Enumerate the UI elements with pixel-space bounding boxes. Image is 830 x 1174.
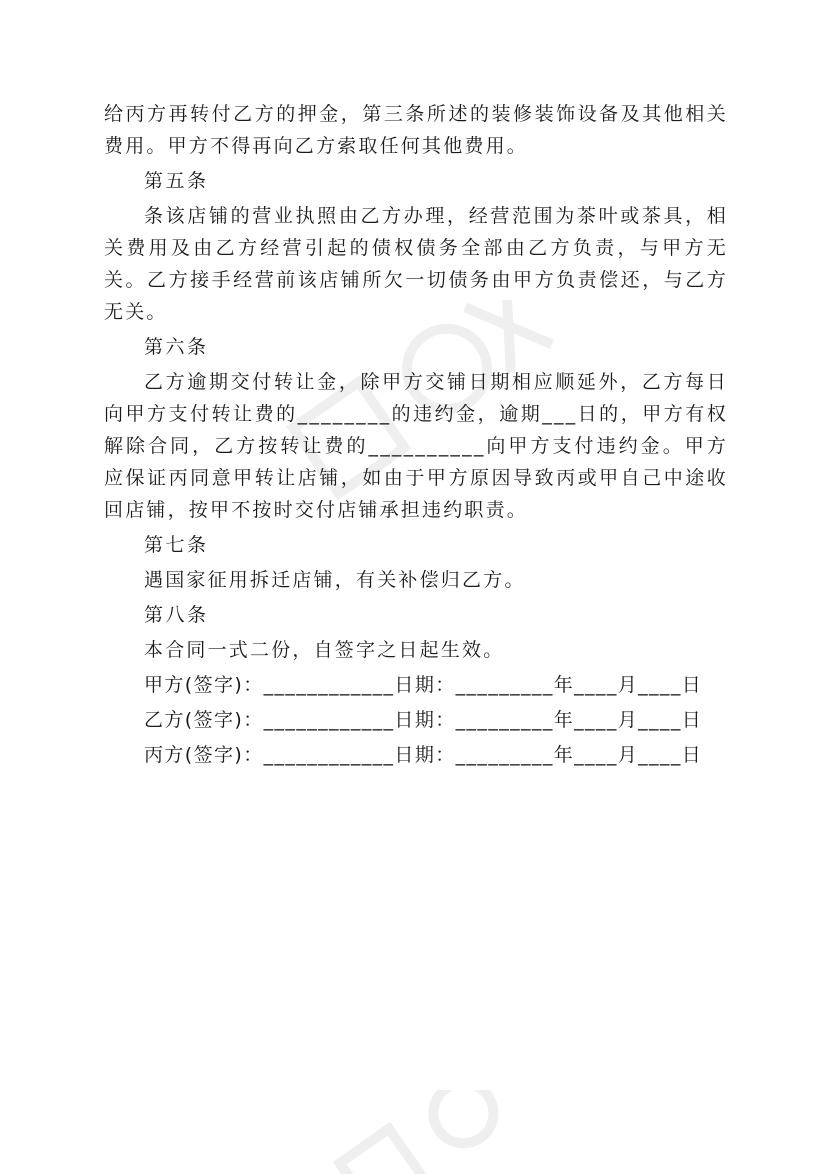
signature-line-party-b: 乙方(签字)：____________日期：_________年____月____日: [144, 709, 703, 731]
intro-paragraph: 给丙方再转付乙方的押金，第三条所述的装修装饰设备及其他相关费用。甲方不得再向乙方索取任何其他费用。: [104, 103, 728, 157]
article-6-title: 第六条: [144, 336, 209, 358]
signature-line-party-c: 丙方(签字)：____________日期：_________年____月____日: [144, 744, 703, 766]
article-6-paragraph: 乙方逾期交付转让金，除甲方交铺日期相应顺延外，乙方每日向甲方支付转让费的________的违约金，逾期___日的，甲方有权解除合同，乙方按转让费的__________向甲方支付违约金。甲方应保证丙同意甲转让店铺，如由于甲方原因导致丙或甲自己中途收回店铺，按甲不按时交付店铺承担违约职责。: [104, 371, 728, 521]
signature-line-party-a: 甲方(签字)：____________日期：_________年____月____日: [144, 674, 703, 696]
article-8-title: 第八条: [144, 604, 209, 626]
article-7-title: 第七条: [144, 534, 209, 556]
watermark-logo-bottom-icon: [300, 1090, 580, 1174]
article-7-paragraph: 遇国家征用拆迁店铺，有关补偿归乙方。: [144, 569, 526, 591]
document-body: [104, 98, 728, 774]
article-5-paragraph: 条该店铺的营业执照由乙方办理，经营范围为茶叶或茶具，相关费用及由乙方经营引起的债权债务全部由乙方负责，与甲方无关。乙方接手经营前该店铺所欠一切债务由甲方负责偿还，与乙方无关。: [104, 205, 728, 323]
article-8-paragraph: 本合同一式二份，自签字之日起生效。: [144, 639, 505, 661]
article-5-title: 第五条: [144, 170, 209, 192]
